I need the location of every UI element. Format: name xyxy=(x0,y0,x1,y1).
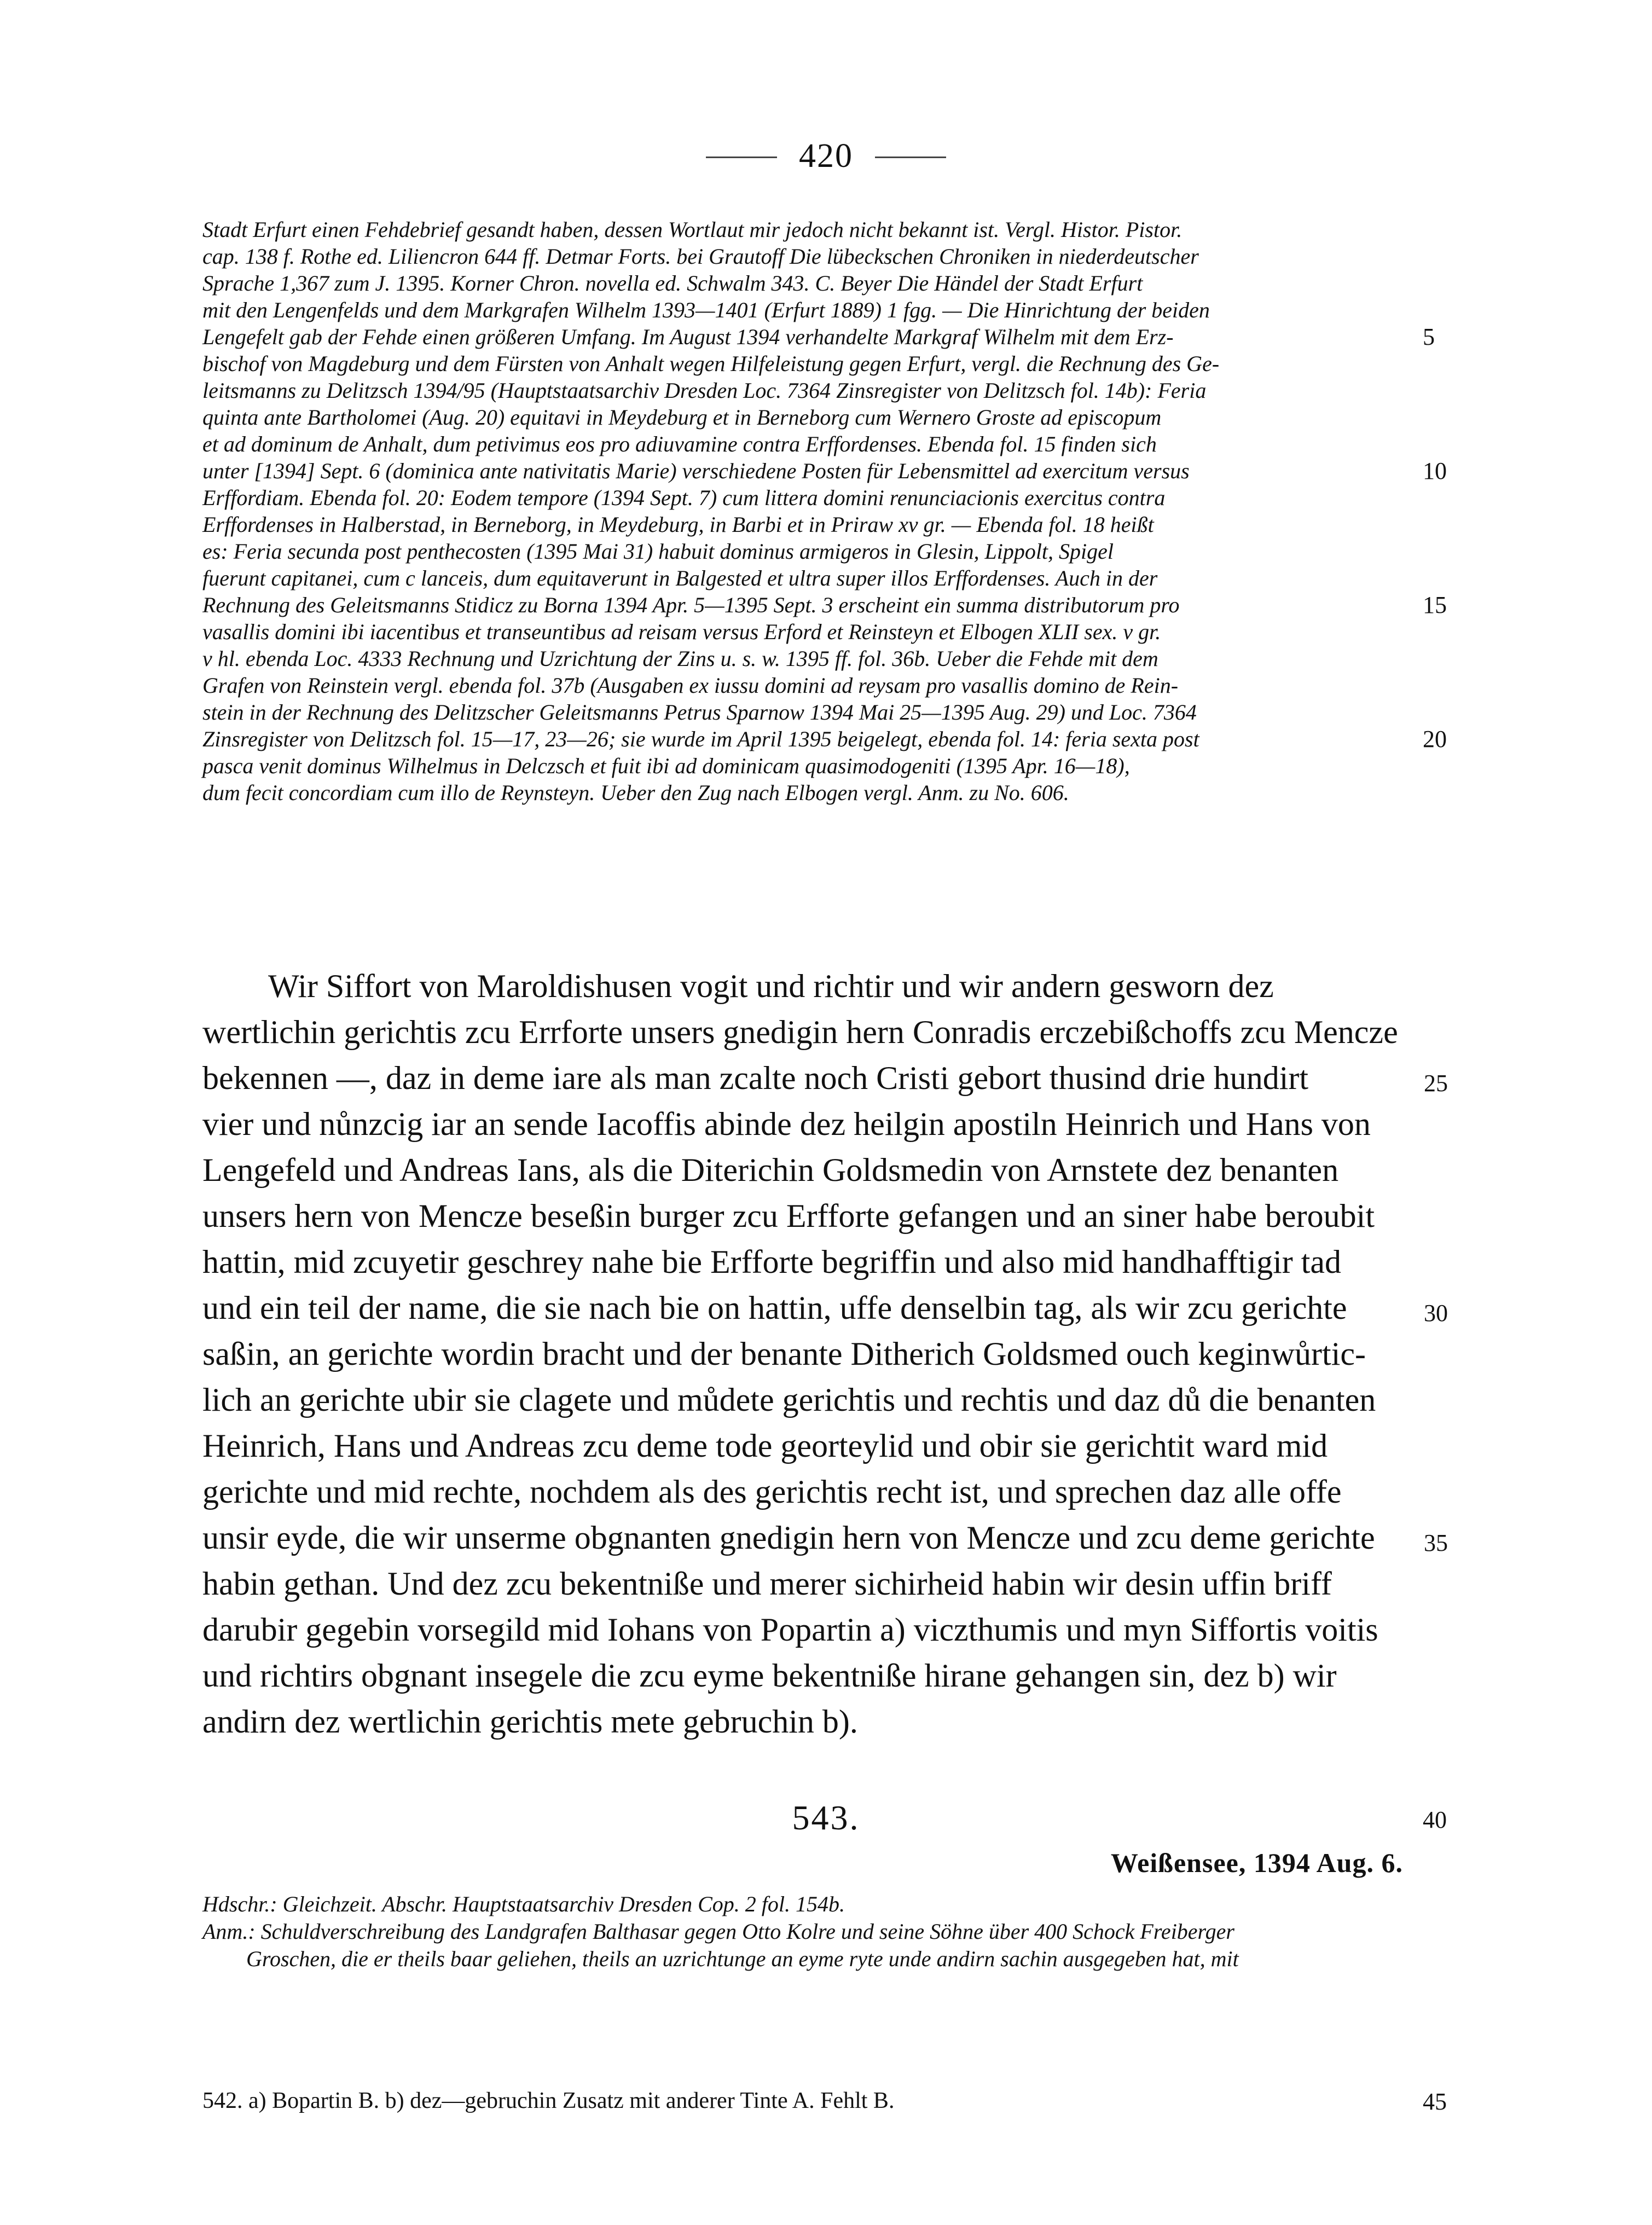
line-number: 20 xyxy=(1423,726,1447,752)
manuscript-note: Hdschr.: Gleichzeit. Abschr. Hauptstaatsarchiv Dresden Cop. 2 fol. 154b. xyxy=(202,1892,845,1916)
note-line: unter [1394] Sept. 6 (dominica ante nativitatis Marie) verschiedene Posten für Lebensmittel ad exercitum versus 10 xyxy=(202,457,1447,484)
note-line: fuerunt capitanei, cum c lanceis, dum equitaverunt in Balgested et ultra super illos Erffordenses. Auch in der xyxy=(202,566,1158,590)
body-line: bekennen —, daz in deme iare als man zcalte noch Cristi gebort thusind drie hundirt 25 xyxy=(202,1055,1406,1101)
note-line: v hl. ebenda Loc. 4333 Rechnung und Uzrichtung der Zins u. s. w. 1395 ff. fol. 36b. Ueber die Fehde mit dem xyxy=(202,646,1158,671)
line-number: 40 xyxy=(1423,1806,1447,1833)
body-line: und ein teil der name, die sie nach bie on hattin, uffe denselbin tag, als wir zcu gerichte 30 xyxy=(202,1285,1406,1331)
body-line: andirn dez wertlichin gerichtis mete gebruchin b). xyxy=(202,1703,858,1740)
body-line: habin gethan. Und dez zcu bekentniße und merer sichirheid habin wir desin uffin briff xyxy=(202,1566,1332,1602)
document-number: 543. xyxy=(792,1798,860,1837)
line-number: 25 xyxy=(1424,1070,1448,1097)
body-line: lich an gerichte ubir sie clagete und můdete gerichtis und rechtis und daz dů die benanten xyxy=(202,1382,1376,1418)
note-line: leitsmanns zu Delitzsch 1394/95 (Hauptstaatsarchiv Dresden Loc. 7364 Zinsregister von Delitzsch fol. 14b): Feria xyxy=(202,378,1207,403)
body-line: gerichte und mid rechte, nochdem als des gerichtis recht ist, und sprechen daz alle offe xyxy=(202,1474,1342,1510)
line-number: 10 xyxy=(1423,457,1447,484)
body-line: vier und nůnzcig iar an sende Iacoffis abinde dez heilgin apostiln Heinrich und Hans von xyxy=(202,1106,1371,1142)
annotation-line: Groschen, die er theils baar geliehen, theils an uzrichtunge an eyme ryte unde andirn sachin ausgegeben hat, mit xyxy=(246,1946,1239,1971)
document-body xyxy=(202,963,1448,1745)
note-line: pasca venit dominus Wilhelmus in Delczsch et fuit ibi ad dominicam quasimodogeniti (1395 Apr. 16—18), xyxy=(202,754,1130,778)
note-line: Lengefelt gab der Fehde einen größeren Umfang. Im August 1394 verhandelte Markgraf Wilhelm mit dem Erz- 5 xyxy=(202,323,1435,350)
document-metadata xyxy=(202,1891,1406,1973)
body-line: saßin, an gerichte wordin bracht und der benante Ditherich Goldsmed ouch keginwůrtic- xyxy=(202,1336,1366,1372)
note-line: vasallis domini ibi iacentibus et transeuntibus ad reisam versus Erford et Reinsteyn et Elbogen XLII sex. v gr. xyxy=(202,619,1161,644)
body-line: wertlichin gerichtis zcu Errforte unsers gnedigin hern Conradis erczebißchoffs zcu Mencze xyxy=(202,1014,1398,1050)
body-line: Heinrich, Hans und Andreas zcu deme tode georteylid und obir sie gerichtit ward mid xyxy=(202,1428,1328,1464)
note-line: cap. 138 f. Rothe ed. Liliencron 644 ff. Detmar Forts. bei Grautoff Die lübeckschen Chroniken in niederdeutscher xyxy=(202,244,1199,269)
note-line: dum fecit concordiam cum illo de Reynsteyn. Ueber den Zug nach Elbogen vergl. Anm. zu No. 606. xyxy=(202,780,1069,805)
note-line: Rechnung des Geleitsmanns Stidicz zu Borna 1394 Apr. 5—1395 Sept. 3 erscheint ein summa distributorum pro 15 xyxy=(202,592,1447,618)
note-line: Stadt Erfurt einen Fehdebrief gesandt haben, dessen Wortlaut mir jedoch nicht bekannt ist. Vergl. Histor. Pistor. xyxy=(202,217,1183,242)
note-line: quinta ante Bartholomei (Aug. 20) equitavi in Meydeburg et in Berneborg cum Wernero Groste ad episcopum xyxy=(202,405,1162,430)
footnote: 542. a) Bopartin B. b) dez—gebruchin Zusatz mit anderer Tinte A. Fehlt B. xyxy=(202,2088,895,2113)
line-number: 30 xyxy=(1424,1300,1448,1326)
body-line: unsers hern von Mencze beseßin burger zcu Erfforte gefangen und an siner habe beroubit xyxy=(202,1198,1375,1234)
annotation-line: Anm.: Schuldverschreibung des Landgrafen Balthasar gegen Otto Kolre und seine Söhne über 400 Schock Freiberger xyxy=(202,1919,1234,1944)
line-number: 5 xyxy=(1423,323,1435,350)
body-line: unsir eyde, die wir unserme obgnanten gnedigin hern von Mencze und zcu deme gerichte 35 xyxy=(202,1515,1406,1561)
note-line: Zinsregister von Delitzsch fol. 15—17, 23—26; sie wurde im April 1395 beigelegt, ebenda fol. 14: feria sexta post 20 xyxy=(202,726,1447,752)
body-line: hattin, mid zcuyetir geschrey nahe bie Erfforte begriffin und also mid handhafftigir tad xyxy=(202,1244,1342,1280)
body-line: und richtirs obgnant insegele die zcu eyme bekentniße hirane gehangen sin, dez b) wir xyxy=(202,1658,1337,1694)
note-line: es: Feria secunda post penthecosten (1395 Mai 31) habuit dominus armigeros in Glesin, Lippolt, Spigel xyxy=(202,539,1114,564)
note-line: Erffordenses in Halberstad, in Berneborg, in Meydeburg, in Barbi et in Priraw xv gr. — Ebenda fol. 18 heißt xyxy=(202,512,1154,537)
body-line: Lengefeld und Andreas Ians, als die Diterichin Goldsmedin von Arnstete dez benanten xyxy=(202,1152,1339,1188)
line-number: 35 xyxy=(1424,1529,1448,1556)
note-line: Sprache 1,367 zum J. 1395. Korner Chron. novella ed. Schwalm 343. C. Beyer Die Händel der Stadt Erfurt xyxy=(202,271,1143,295)
body-line: Wir Siffort von Maroldishusen vogit und richtir und wir andern gesworn dez xyxy=(268,968,1274,1004)
note-line: Grafen von Reinstein vergl. ebenda fol. 37b (Ausgaben ex iussu domini ad reysam pro vasallis domino de Rein- xyxy=(202,673,1179,698)
page-header xyxy=(0,137,1652,176)
note-line: stein in der Rechnung des Delitzscher Geleitsmanns Petrus Sparnow 1394 Mai 25—1395 Aug. 29) und Loc. 7364 xyxy=(202,700,1197,725)
note-line: et ad dominum de Anhalt, dum petivimus eos pro adiuvamine contra Erffordenses. Ebenda fol. 15 finden sich xyxy=(202,432,1157,456)
body-line: darubir gegebin vorsegild mid Iohans von Popartin a) viczthumis und myn Siffortis voitis xyxy=(202,1612,1378,1648)
document-dateline: Weißensee, 1394 Aug. 6. xyxy=(1110,1847,1403,1878)
page-number: 420 xyxy=(777,137,875,176)
note-line: bischof von Magdeburg und dem Fürsten von Anhalt wegen Hilfeleistung gegen Erfurt, vergl. die Rechnung des Ge- xyxy=(202,351,1220,376)
note-line: Erffordiam. Ebenda fol. 20: Eodem tempore (1394 Sept. 7) cum littera domini renunciacionis exercitus contra xyxy=(202,485,1166,510)
commentary-notes xyxy=(202,216,1447,806)
line-number: 15 xyxy=(1423,592,1447,618)
line-number: 45 xyxy=(1423,2088,1447,2115)
note-line: mit den Lengenfelds und dem Markgrafen Wilhelm 1393—1401 (Erfurt 1889) 1 fgg. — Die Hinrichtung der beiden xyxy=(202,298,1210,322)
